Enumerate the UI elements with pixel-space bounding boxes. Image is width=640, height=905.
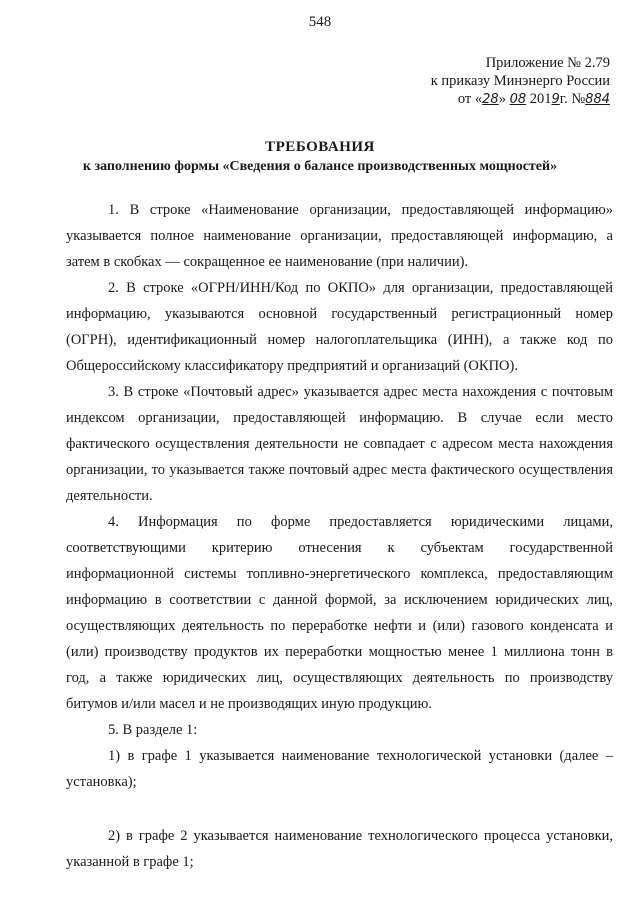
date-mid: » xyxy=(498,91,510,107)
date-month: 08 xyxy=(509,92,527,107)
appendix-title: Приложение № 2.79 xyxy=(485,55,610,71)
appendix-block xyxy=(431,54,610,109)
date-year-suffix: г. № xyxy=(559,91,586,107)
paragraph-4: 4. Информация по форме предоставляется юридическими лицами, соответствующими критерию отнесения к субъектам государственной информационной системы топливно-энергетического комплекса, предоставляющим информацию в соответствии с данной формой, за исключением юридических лиц, осуществляющих деятельность по переработке нефти и (или) газового конденсата и (или) производству продуктов их переработки мощностью менее 1 миллиона тонн в год, а также юридических лиц, осуществляющих деятельность по производству битумов и/или масел и не производящих иную продукцию. xyxy=(66,514,613,712)
paragraph-3: 3. В строке «Почтовый адрес» указывается адрес места нахождения с почтовым индексом организации, предоставляющей информацию. В случае если место фактического осуществления деятельности не совпадает с адресом места нахождения организации, то указывается также почтовый адрес места фактического осуществления деятельности. xyxy=(66,384,613,504)
paragraph-5: 5. В разделе 1: xyxy=(108,722,198,738)
paragraph-5-item-1: 1) в графе 1 указывается наименование технологической установки (далее – установка); xyxy=(66,748,613,790)
date-year-digit: 9 xyxy=(551,92,560,107)
document-title-block xyxy=(0,138,640,176)
document-body xyxy=(66,197,613,875)
date-day: 28 xyxy=(482,92,499,107)
document-title: ТРЕБОВАНИЯ xyxy=(265,139,375,155)
paragraph-5-item-2: 2) в графе 2 указывается наименование технологического процесса установки, указанной в графе 1; xyxy=(66,828,613,870)
paragraph-1: 1. В строке «Наименование организации, предоставляющей информацию» указывается полное наименование организации, предоставляющей информацию, а затем в скобках — сокращенное ее наименование (при наличии). xyxy=(66,202,613,270)
appendix-date-line xyxy=(431,90,610,109)
date-year-prefix: 201 xyxy=(526,91,552,107)
order-number: 884 xyxy=(585,92,610,107)
date-prefix: от « xyxy=(457,91,483,107)
document-subtitle: к заполнению формы «Сведения о балансе производственных мощностей» xyxy=(82,159,558,174)
page-number: 548 xyxy=(308,14,332,30)
appendix-order-ref: к приказу Минэнерго России xyxy=(430,73,610,89)
paragraph-2: 2. В строке «ОГРН/ИНН/Код по ОКПО» для организации, предоставляющей информацию, указываются основной государственный регистрационный номер (ОГРН), идентификационный номер налогоплательщика (ИНН), а также код по Общероссийскому классификатору предприятий и организаций (ОКПО). xyxy=(66,280,613,374)
